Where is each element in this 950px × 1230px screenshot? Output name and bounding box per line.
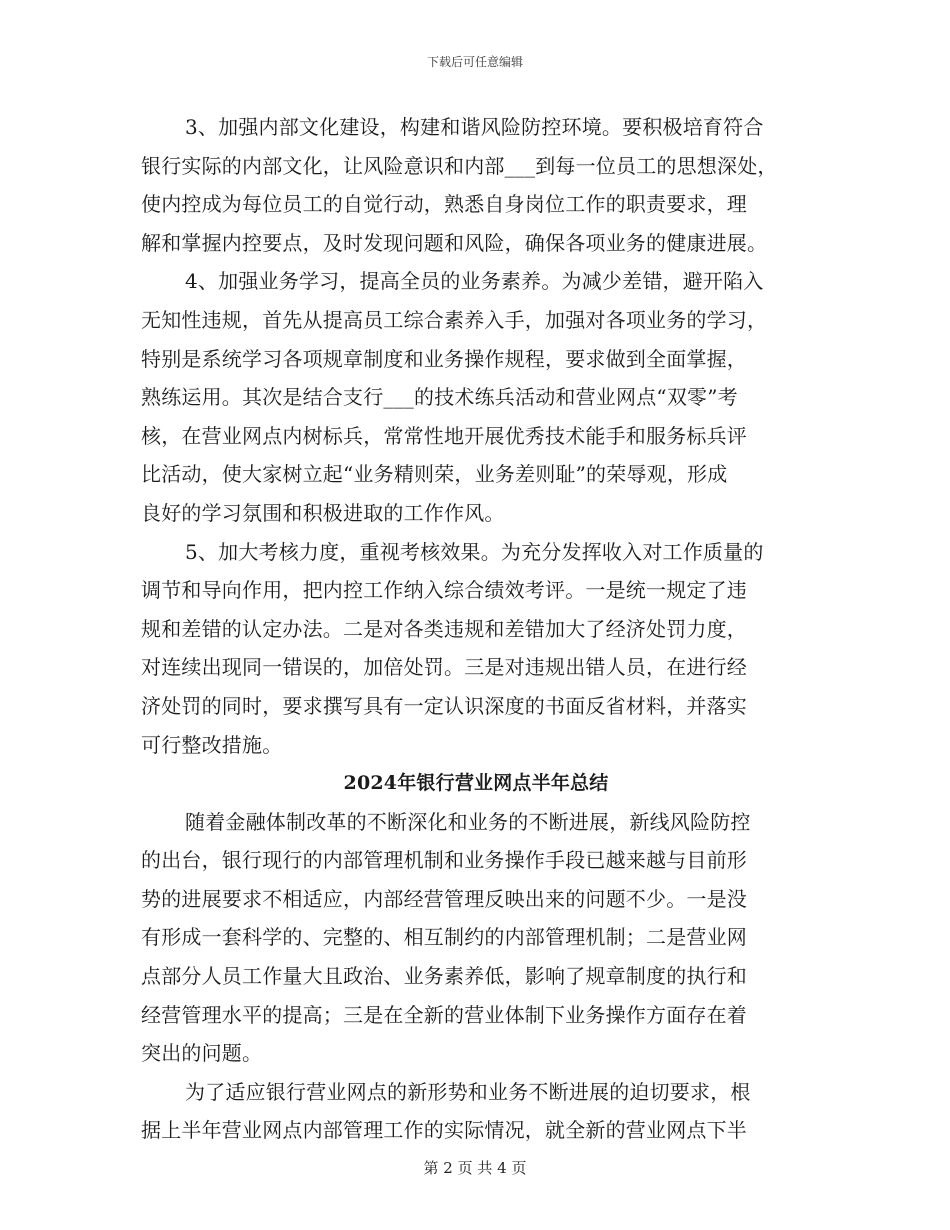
paragraph-line: 突出的问题。 xyxy=(141,1041,263,1066)
paragraph-line: 的出台，银行现行的内部管理机制和业务操作手段已越来越与目前形 xyxy=(141,848,747,873)
paragraph-line: 为了适应银行营业网点的新形势和业务不断进展的迫切要求，根 xyxy=(185,1079,751,1104)
paragraph-line: 无知性违规，首先从提高员工综合素养入手，加强对各项业务的学习， xyxy=(141,307,768,332)
paragraph-line: 势的进展要求不相适应，内部经营管理反映出来的问题不少。一是没 xyxy=(141,886,747,911)
paragraph-line: 据上半年营业网点内部管理工作的实际情况，就全新的营业网点下半 xyxy=(141,1118,747,1143)
section-title: 2024年银行营业网点半年总结 xyxy=(343,772,609,795)
document-body xyxy=(141,108,811,1150)
paragraph-line: 核，在营业网点内树标兵，常常性地开展优秀技术能手和服务标兵评 xyxy=(141,423,747,448)
paragraph-line: 4、加强业务学习，提高全员的业务素养。为减少差错，避开陷入 xyxy=(185,269,764,294)
paragraph-line: 良好的学习氛围和积极进取的工作作风。 xyxy=(141,500,505,525)
paragraph-line: 比活动，使大家树立起“业务精则荣，业务差则耻”的荣辱观，形成 xyxy=(141,462,728,487)
paragraph-line: 经营管理水平的提高；三是在全新的营业体制下业务操作方面存在着 xyxy=(141,1002,747,1027)
paragraph-line: 5、加大考核力度，重视考核效果。为充分发挥收入对工作质量的 xyxy=(185,539,764,564)
page-number: 第 2 页 共 4 页 xyxy=(423,1159,527,1177)
paragraph-line: 可行整改措施。 xyxy=(141,732,283,757)
paragraph-line: 使内控成为每位员工的自觉行动，熟悉自身岗位工作的职责要求，理 xyxy=(141,192,747,217)
paragraph-line: 调节和导向作用，把内控工作纳入综合绩效考评。一是统一规定了违 xyxy=(141,578,747,603)
paragraph-line: 点部分人员工作量大且政治、业务素养低，影响了规章制度的执行和 xyxy=(141,964,747,989)
paragraph-line: 随着金融体制改革的不断深化和业务的不断进展，新线风险防控 xyxy=(185,809,751,834)
paragraph-line: 对连续出现同一错误的，加倍处罚。三是对违规出错人员，在进行经 xyxy=(141,655,747,680)
paragraph-line: 银行实际的内部文化，让风险意识和内部___到每一位员工的思想深处， xyxy=(141,153,778,178)
paragraph-line: 解和掌握内控要点，及时发现问题和风险，确保各项业务的健康进展。 xyxy=(141,230,768,255)
paragraph-line: 熟练运用。其次是结合支行___的技术练兵活动和营业网点“双零”考 xyxy=(141,385,738,410)
paragraph-line: 3、加强内部文化建设，构建和谐风险防控环境。要积极培育符合 xyxy=(185,115,764,139)
paragraph-line: 济处罚的同时，要求撰写具有一定认识深度的书面反省材料，并落实 xyxy=(141,693,747,718)
paragraph-line: 特别是系统学习各项规章制度和业务操作规程，要求做到全面掌握， xyxy=(141,346,747,371)
paragraph-line: 规和差错的认定办法。二是对各类违规和差错加大了经济处罚力度， xyxy=(141,616,747,641)
header-note: 下载后可任意编辑 xyxy=(426,55,523,69)
paragraph-line: 有形成一套科学的、完整的、相互制约的内部管理机制；二是营业网 xyxy=(141,925,747,950)
